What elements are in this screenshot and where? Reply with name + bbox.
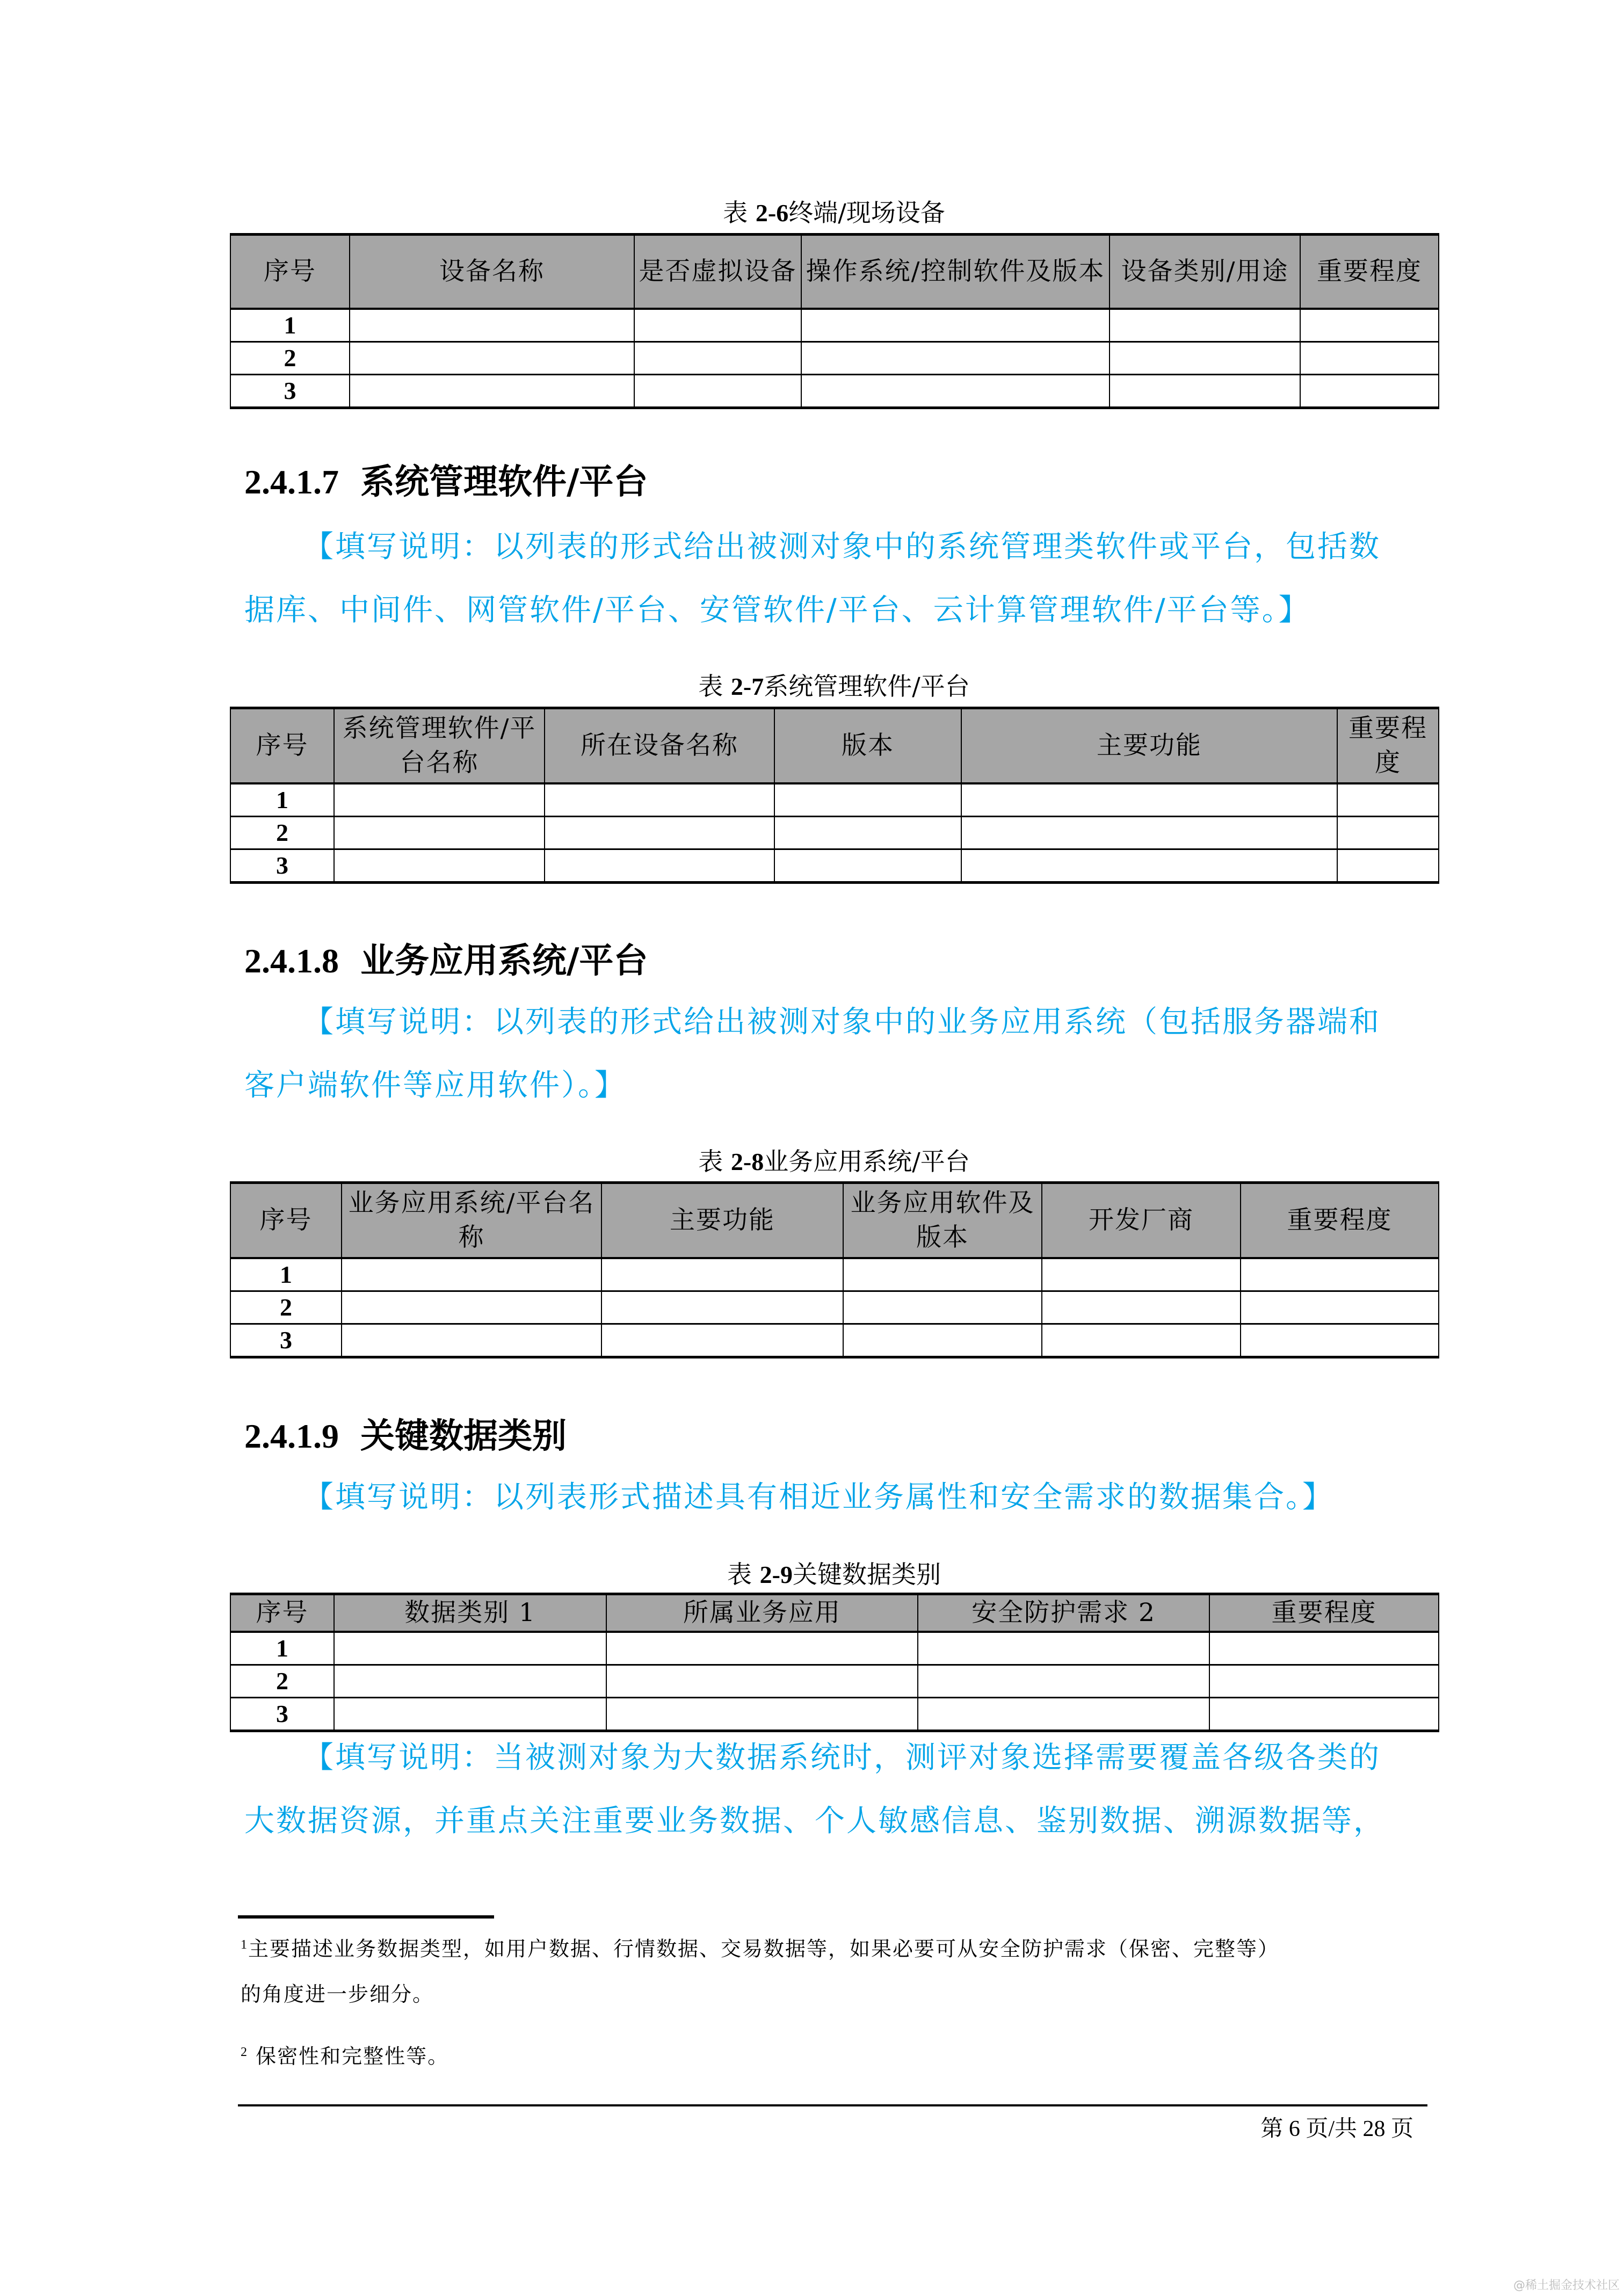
cell[interactable] [350,309,634,342]
instruction-line: 【填写说明：以列表的形式给出被测对象中的业务应用系统（包括服务器端和 [303,1005,1381,1040]
header-index: 序号 [230,1594,334,1632]
table-row [230,374,1439,408]
footnote-separator [238,1915,494,1919]
instruction-2-4-1-9 [244,1466,1434,1529]
caption-prefix: 表 [723,198,748,227]
cell[interactable] [843,1258,1042,1291]
cell[interactable] [634,342,801,374]
table-row [230,816,1439,849]
instruction-line: 客户端软件等应用软件）。】 [244,1068,626,1103]
header-importance: 重要程度 [1337,708,1439,783]
header-host-device: 所在设备名称 [545,708,774,783]
header-main-function: 主要功能 [601,1183,843,1258]
cell[interactable] [342,1324,601,1357]
cell[interactable] [801,309,1110,342]
cell[interactable] [1110,342,1300,374]
table-2-8 [230,1181,1439,1358]
watermark: @稀土掘金技术社区 [1513,2279,1620,2292]
row-index: 2 [230,816,334,849]
cell[interactable] [774,816,961,849]
instruction-line: 【填写说明：以列表形式描述具有相近业务属性和安全需求的数据集合。】 [303,1480,1334,1515]
cell[interactable] [601,1291,843,1324]
table-2-9-caption [230,1559,1438,1590]
header-software-name: 系统管理软件/平台名称 [334,708,545,783]
footnote-mark: 2 [241,2045,248,2059]
cell[interactable] [545,816,774,849]
cell[interactable] [961,783,1337,817]
header-importance: 重要程度 [1300,235,1439,309]
footnote-2 [241,2030,1438,2079]
row-index: 2 [230,1665,334,1697]
header-vendor: 开发厂商 [1042,1183,1241,1258]
cell[interactable] [342,1258,601,1291]
section-number: 2.4.1.8 [244,942,339,980]
header-index: 序号 [230,1183,342,1258]
section-number: 2.4.1.7 [244,463,339,501]
cell[interactable] [918,1697,1209,1731]
row-index: 2 [230,342,350,374]
cell[interactable] [843,1324,1042,1357]
cell[interactable] [350,342,634,374]
instruction-big-data [244,1726,1434,1853]
caption-title: 系统管理软件/平台 [764,672,970,701]
section-title: 业务应用系统/平台 [360,941,648,981]
section-heading-2-4-1-8 [244,940,648,983]
cell[interactable] [1241,1324,1439,1357]
footnote-text: 保密性和完整性等。 [248,2044,450,2068]
cell[interactable] [1042,1324,1241,1357]
cell[interactable] [1300,374,1439,408]
cell[interactable] [1110,309,1300,342]
cell[interactable] [334,816,545,849]
table-row [230,849,1439,882]
table-row [230,783,1439,817]
caption-title: 关键数据类别 [792,1560,941,1589]
instruction-2-4-1-7 [244,515,1434,642]
caption-number: 2-8 [730,1148,764,1175]
row-index: 1 [230,783,334,817]
caption-title: 业务应用系统/平台 [764,1147,970,1176]
row-index: 2 [230,1291,342,1324]
cell[interactable] [1209,1665,1439,1697]
cell[interactable] [1042,1291,1241,1324]
cell[interactable] [601,1324,843,1357]
cell[interactable] [601,1258,843,1291]
instruction-line: 大数据资源，并重点关注重要业务数据、个人敏感信息、鉴别数据、溯源数据等， [244,1804,1385,1839]
cell[interactable] [1241,1258,1439,1291]
section-title: 关键数据类别 [360,1416,567,1456]
cell[interactable] [1209,1697,1439,1731]
row-index: 3 [230,374,350,408]
cell[interactable] [1300,342,1439,374]
header-importance: 重要程度 [1209,1594,1439,1632]
header-is-virtual: 是否虚拟设备 [634,235,801,309]
cell[interactable] [342,1291,601,1324]
header-app-software-version: 业务应用软件及版本 [843,1183,1042,1258]
cell[interactable] [1241,1291,1439,1324]
cell[interactable] [843,1291,1042,1324]
caption-prefix: 表 [727,1560,752,1589]
table-row [230,1632,1439,1665]
cell[interactable] [545,849,774,882]
cell[interactable] [545,783,774,817]
header-device-name: 设备名称 [350,235,634,309]
page-number: 第 6 页/共 28 页 [1260,2117,1413,2141]
row-index: 3 [230,849,334,882]
cell[interactable] [774,849,961,882]
caption-number: 2-9 [759,1561,793,1588]
table-2-8-caption [230,1146,1438,1177]
row-index: 3 [230,1324,342,1357]
header-business-app: 所属业务应用 [606,1594,918,1632]
header-device-category: 设备类别/用途 [1110,235,1300,309]
cell[interactable] [606,1697,918,1731]
table-2-6 [230,233,1439,409]
cell[interactable] [334,849,545,882]
section-heading-2-4-1-9 [244,1415,567,1458]
header-importance: 重要程度 [1241,1183,1439,1258]
caption-prefix: 表 [698,1147,723,1176]
table-row [230,1324,1439,1357]
row-index: 1 [230,1632,334,1665]
header-version: 版本 [774,708,961,783]
footnote-mark: 1 [241,1938,248,1952]
cell[interactable] [1110,374,1300,408]
footer-separator [238,2104,1427,2106]
cell[interactable] [334,1632,606,1665]
row-index: 1 [230,309,350,342]
cell[interactable] [774,783,961,817]
header-os-version: 操作系统/控制软件及版本 [801,235,1110,309]
cell[interactable] [801,374,1110,408]
table-row [230,342,1439,374]
cell[interactable] [606,1632,918,1665]
footnote-text: 的角度进一步细分。 [241,1982,434,2006]
cell[interactable] [634,374,801,408]
cell[interactable] [918,1665,1209,1697]
table-row [230,1665,1439,1697]
cell[interactable] [634,309,801,342]
instruction-2-4-1-8 [244,991,1434,1117]
table-2-7-caption [230,671,1438,702]
cell[interactable] [961,816,1337,849]
header-data-category: 数据类别 1 [334,1594,606,1632]
header-main-function: 主要功能 [961,708,1337,783]
instruction-line: 【填写说明：以列表的形式给出被测对象中的系统管理类软件或平台，包括数 [303,529,1381,564]
caption-title: 终端/现场设备 [788,198,945,227]
table-row [230,1258,1439,1291]
caption-number: 2-7 [730,673,764,700]
cell[interactable] [1337,849,1439,882]
header-security-requirement: 安全防护需求 2 [918,1594,1209,1632]
table-row [230,1291,1439,1324]
instruction-line: 【填写说明：当被测对象为大数据系统时，测评对象选择需要覆盖各级各类的 [303,1740,1381,1775]
row-index: 1 [230,1258,342,1291]
table-2-6-caption [230,198,1438,228]
cell[interactable] [1337,783,1439,817]
cell[interactable] [334,1697,606,1731]
instruction-line: 据库、中间件、网管软件/平台、安管软件/平台、云计算管理软件/平台等。】 [244,593,1310,628]
cell[interactable] [334,1665,606,1697]
section-heading-2-4-1-7 [244,461,648,504]
cell[interactable] [1042,1258,1241,1291]
footnote-1 [241,1922,1438,2017]
row-index: 3 [230,1697,334,1731]
table-row [230,1697,1439,1731]
cell[interactable] [350,374,634,408]
caption-number: 2-6 [755,199,789,227]
table-2-9 [230,1593,1439,1732]
cell[interactable] [1209,1632,1439,1665]
table-2-7 [230,707,1439,884]
caption-prefix: 表 [698,672,723,701]
table-row [230,309,1439,342]
cell[interactable] [961,849,1337,882]
section-title: 系统管理软件/平台 [360,462,648,502]
cell[interactable] [606,1665,918,1697]
header-index: 序号 [230,235,350,309]
cell[interactable] [334,783,545,817]
header-app-name: 业务应用系统/平台名称 [342,1183,601,1258]
cell[interactable] [1337,816,1439,849]
cell[interactable] [801,342,1110,374]
cell[interactable] [1300,309,1439,342]
footnote-text: 主要描述业务数据类型，如用户数据、行情数据、交易数据等，如果必要可从安全防护需求（保密、完整等） [248,1937,1280,1961]
cell[interactable] [918,1632,1209,1665]
header-index: 序号 [230,708,334,783]
section-number: 2.4.1.9 [244,1417,339,1455]
